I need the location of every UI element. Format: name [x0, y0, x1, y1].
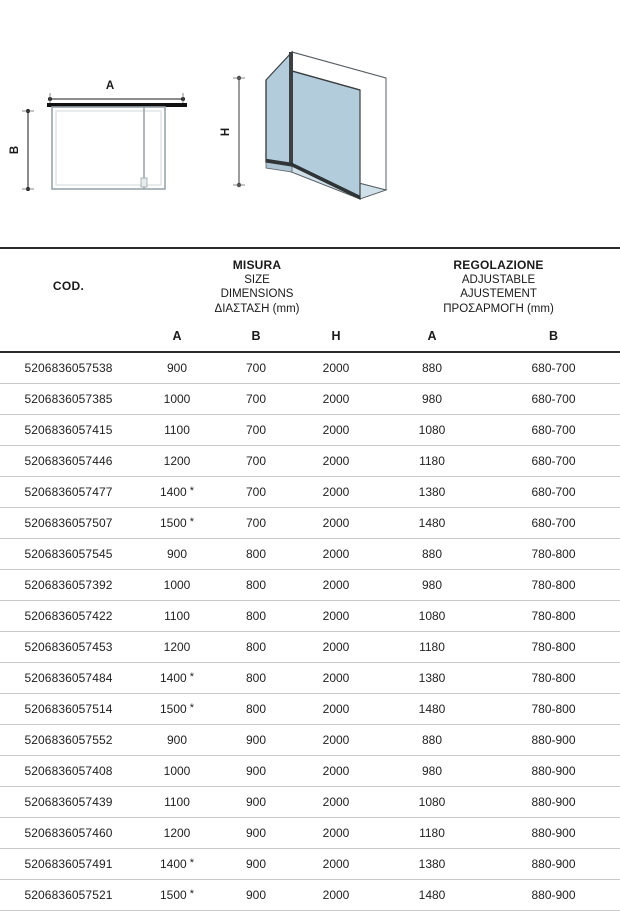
header-letter-size-b: B [251, 328, 261, 343]
cell-size-b: 900 [217, 787, 295, 818]
cell-adjust-b: 780-800 [487, 570, 620, 601]
cell-adjust-b: 780-800 [487, 539, 620, 570]
cell-size-b: 800 [217, 632, 295, 663]
cell-adjust-b: 880-900 [487, 849, 620, 880]
cell-size-b: 800 [217, 539, 295, 570]
cell-size-h: 2000 [295, 663, 377, 694]
cell-cod: 5206836057408 [0, 756, 137, 787]
cell-size-b: 700 [217, 477, 295, 508]
cell-adjust-b: 780-800 [487, 694, 620, 725]
table-row [0, 818, 620, 849]
cell-size-b: 800 [217, 570, 295, 601]
cell-cod: 5206836057385 [0, 384, 137, 415]
plan-view-top-drawing [0, 0, 620, 247]
header-cod: COD. [52, 278, 85, 293]
specification-table [0, 247, 620, 911]
header-letter-size-a: A [172, 328, 182, 343]
cell-size-b: 700 [217, 415, 295, 446]
header-adjust-regolazione: REGOLAZIONE [453, 258, 544, 272]
cell-size-b: 900 [217, 849, 295, 880]
cell-size-a: 1200 [137, 446, 217, 477]
header-adjust-ajustement: AJUSTEMENT [460, 288, 537, 300]
cell-size-b: 900 [217, 756, 295, 787]
dimension-label-a: A [105, 80, 115, 92]
cell-size-a: 900 [137, 353, 217, 384]
cell-cod: 5206836057460 [0, 818, 137, 849]
cell-cod: 5206836057439 [0, 787, 137, 818]
table-row [0, 663, 620, 694]
cell-cod: 5206836057446 [0, 446, 137, 477]
cell-adjust-b: 680-700 [487, 415, 620, 446]
cell-size-a: 1100 [137, 601, 217, 632]
cell-size-b: 800 [217, 601, 295, 632]
cell-cod: 5206836057545 [0, 539, 137, 570]
cell-size-b: 900 [217, 818, 295, 849]
cell-cod: 5206836057507 [0, 508, 137, 539]
cell-adjust-b: 780-800 [487, 632, 620, 663]
cell-cod: 5206836057491 [0, 849, 137, 880]
header-group-adjust [377, 249, 620, 322]
cell-size-h: 2000 [295, 818, 377, 849]
header-letter-adjust-a: A [427, 328, 437, 343]
cell-size-h: 2000 [295, 787, 377, 818]
table-row [0, 725, 620, 756]
cell-adjust-b: 780-800 [487, 601, 620, 632]
cell-size-a: 1400 * [137, 849, 217, 880]
cell-size-h: 2000 [295, 725, 377, 756]
cell-size-h: 2000 [295, 632, 377, 663]
cell-size-a: 1100 [137, 415, 217, 446]
cell-size-h: 2000 [295, 508, 377, 539]
cell-size-b: 700 [217, 446, 295, 477]
cell-adjust-a: 1480 [377, 508, 487, 539]
cell-adjust-a: 880 [377, 353, 487, 384]
cell-cod: 5206836057484 [0, 663, 137, 694]
cell-size-a: 1500 * [137, 508, 217, 539]
cell-size-a: 1500 * [137, 694, 217, 725]
cell-adjust-a: 980 [377, 384, 487, 415]
cell-size-h: 2000 [295, 570, 377, 601]
cell-size-a: 900 [137, 539, 217, 570]
cell-size-a: 1200 [137, 632, 217, 663]
table-row [0, 477, 620, 508]
cell-size-b: 800 [217, 663, 295, 694]
cell-size-h: 2000 [295, 694, 377, 725]
cell-adjust-a: 1380 [377, 663, 487, 694]
header-adjust-adjustable: ADJUSTABLE [461, 273, 536, 286]
cell-size-a: 1200 [137, 818, 217, 849]
cell-cod: 5206836057477 [0, 477, 137, 508]
asterisk-marker: * [186, 516, 195, 528]
technical-drawings-area [0, 0, 620, 247]
cell-adjust-b: 680-700 [487, 508, 620, 539]
dimension-label-b: B [9, 145, 21, 155]
cell-adjust-a: 980 [377, 570, 487, 601]
cell-adjust-b: 780-800 [487, 663, 620, 694]
cell-size-h: 2000 [295, 849, 377, 880]
cell-adjust-b: 880-900 [487, 725, 620, 756]
table-row [0, 694, 620, 725]
cell-cod: 5206836057514 [0, 694, 137, 725]
cell-adjust-a: 1180 [377, 818, 487, 849]
header-letter-spacer [0, 322, 137, 351]
header-adjust-greek: ΠΡΟΣΑΡΜΟΓΗ (mm) [443, 302, 554, 315]
asterisk-marker: * [186, 702, 195, 714]
cell-size-h: 2000 [295, 601, 377, 632]
cell-adjust-b: 680-700 [487, 353, 620, 384]
table-row [0, 880, 620, 911]
asterisk-marker: * [186, 857, 195, 869]
cell-adjust-a: 1380 [377, 849, 487, 880]
cell-size-a: 1000 [137, 570, 217, 601]
cell-adjust-a: 1080 [377, 415, 487, 446]
header-group-size [137, 249, 377, 322]
cell-cod: 5206836057415 [0, 415, 137, 446]
cell-size-b: 700 [217, 384, 295, 415]
dimension-line-h [233, 76, 245, 187]
header-size-dimensions: DIMENSIONS [220, 288, 294, 300]
dimension-label-h: H [220, 127, 232, 137]
cell-adjust-a: 880 [377, 725, 487, 756]
cell-cod: 5206836057453 [0, 632, 137, 663]
dimension-line-b [22, 109, 34, 191]
table-body [0, 353, 620, 911]
table-row [0, 539, 620, 570]
cell-adjust-a: 1080 [377, 787, 487, 818]
cell-adjust-b: 680-700 [487, 446, 620, 477]
cell-size-a: 1400 * [137, 663, 217, 694]
cell-size-b: 700 [217, 353, 295, 384]
cell-size-b: 900 [217, 880, 295, 911]
header-size-size: SIZE [244, 273, 270, 286]
cell-cod: 5206836057422 [0, 601, 137, 632]
asterisk-marker: * [186, 671, 195, 683]
cell-adjust-a: 980 [377, 756, 487, 787]
cell-size-b: 700 [217, 508, 295, 539]
table-row [0, 787, 620, 818]
plan-outline [52, 107, 165, 189]
table-row [0, 632, 620, 663]
cell-adjust-a: 1480 [377, 694, 487, 725]
cell-cod: 5206836057552 [0, 725, 137, 756]
cell-adjust-a: 1480 [377, 880, 487, 911]
table-row [0, 601, 620, 632]
table-row [0, 849, 620, 880]
cell-adjust-a: 1180 [377, 632, 487, 663]
cell-size-h: 2000 [295, 384, 377, 415]
table-row [0, 353, 620, 384]
cell-size-a: 900 [137, 725, 217, 756]
cell-adjust-b: 680-700 [487, 384, 620, 415]
cell-size-b: 900 [217, 725, 295, 756]
vertical-profile [289, 52, 293, 166]
table-row [0, 570, 620, 601]
header-letter-size-h: H [331, 328, 341, 343]
header-letter-adjust-b: B [549, 328, 559, 343]
cell-size-h: 2000 [295, 880, 377, 911]
cell-adjust-b: 880-900 [487, 880, 620, 911]
cell-size-h: 2000 [295, 353, 377, 384]
header-size-misura: MISURA [232, 258, 282, 272]
cell-size-h: 2000 [295, 415, 377, 446]
cell-adjust-b: 880-900 [487, 818, 620, 849]
cell-adjust-a: 1080 [377, 601, 487, 632]
isometric-shower-enclosure [266, 52, 386, 199]
cell-cod: 5206836057392 [0, 570, 137, 601]
cell-size-h: 2000 [295, 477, 377, 508]
cell-cod: 5206836057521 [0, 880, 137, 911]
cell-cod: 5206836057538 [0, 353, 137, 384]
cell-adjust-a: 1180 [377, 446, 487, 477]
table-row [0, 756, 620, 787]
cell-adjust-b: 880-900 [487, 756, 620, 787]
header-size-greek: ΔΙΑΣΤΑΣΗ (mm) [214, 302, 300, 315]
cell-size-a: 1500 * [137, 880, 217, 911]
cell-adjust-b: 880-900 [487, 787, 620, 818]
table-row [0, 415, 620, 446]
cell-adjust-b: 680-700 [487, 477, 620, 508]
cell-adjust-a: 1380 [377, 477, 487, 508]
table-row [0, 446, 620, 477]
table-row [0, 384, 620, 415]
cell-size-h: 2000 [295, 446, 377, 477]
cell-size-a: 1100 [137, 787, 217, 818]
table-row [0, 508, 620, 539]
asterisk-marker: * [186, 485, 195, 497]
cell-size-h: 2000 [295, 756, 377, 787]
asterisk-marker: * [186, 888, 195, 900]
cell-size-a: 1000 [137, 384, 217, 415]
cell-size-h: 2000 [295, 539, 377, 570]
cell-adjust-a: 880 [377, 539, 487, 570]
cell-size-a: 1400 * [137, 477, 217, 508]
cell-size-b: 800 [217, 694, 295, 725]
cell-size-a: 1000 [137, 756, 217, 787]
